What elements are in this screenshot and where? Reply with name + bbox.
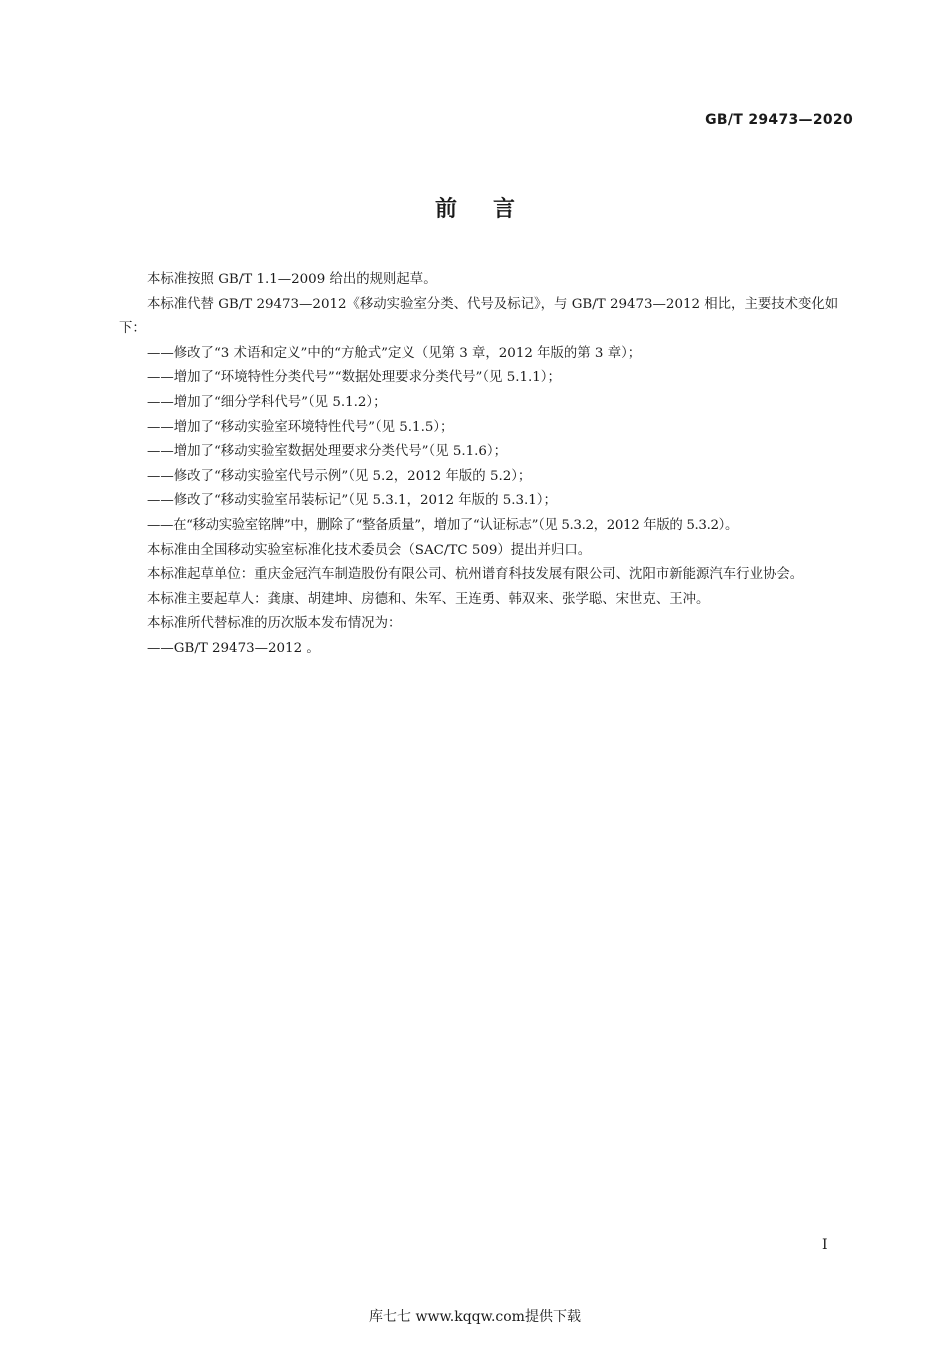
download-footer: 库七七 www.kqqw.com提供下载	[369, 1309, 581, 1325]
paragraph-drafting-units: 本标准起草单位：重庆金冠汽车制造股份有限公司、杭州谱育科技发展有限公司、沈阳市新能源汽车行业协会。	[147, 567, 804, 583]
paragraph-drafters: 本标准主要起草人：龚康、胡建坤、房德和、朱军、王连勇、韩双来、张学聪、宋世克、王冲。	[147, 591, 710, 607]
page-number: I	[822, 1237, 828, 1253]
change-item: ——在“移动实验室铭牌”中，删除了“整备质量”，增加了“认证标志”（见 5.3.2，2012 年版的 5.3.2）。	[147, 517, 739, 533]
change-item: ——修改了“3 术语和定义”中的“方舱式”定义（见第 3 章，2012 年版的第 3 章）；	[147, 345, 642, 361]
change-item: ——修改了“移动实验室吊装标记”（见 5.3.1，2012 年版的 5.3.1）；	[147, 493, 557, 509]
foreword-body	[119, 268, 855, 662]
change-item: ——增加了“移动实验室环境特性代号”（见 5.1.5）；	[147, 419, 454, 435]
history-item: ——GB/T 29473—2012 。	[147, 640, 320, 656]
change-item: ——增加了“细分学科代号”（见 5.1.2）；	[147, 394, 387, 410]
paragraph-proposed-by: 本标准由全国移动实验室标准化技术委员会（SAC/TC 509）提出并归口。	[147, 542, 592, 558]
change-item: ——增加了“环境特性分类代号”“数据处理要求分类代号”（见 5.1.1）；	[147, 370, 561, 386]
standard-number: GB/T 29473—2020	[705, 112, 853, 128]
paragraph-replacement: 本标准代替 GB/T 29473—2012《移动实验室分类、代号及标记》，与 GB/T 29473—2012 相比，主要技术变化如下：	[119, 296, 839, 337]
change-item: ——修改了“移动实验室代号示例”（见 5.2，2012 年版的 5.2）；	[147, 468, 532, 484]
change-item: ——增加了“移动实验室数据处理要求分类代号”（见 5.1.6）；	[147, 444, 507, 460]
paragraph-drafting-rules: 本标准按照 GB/T 1.1—2009 给出的规则起草。	[147, 272, 437, 287]
paragraph-history-intro: 本标准所代替标准的历次版本发布情况为：	[147, 616, 402, 632]
page-title: 前言	[434, 197, 551, 222]
